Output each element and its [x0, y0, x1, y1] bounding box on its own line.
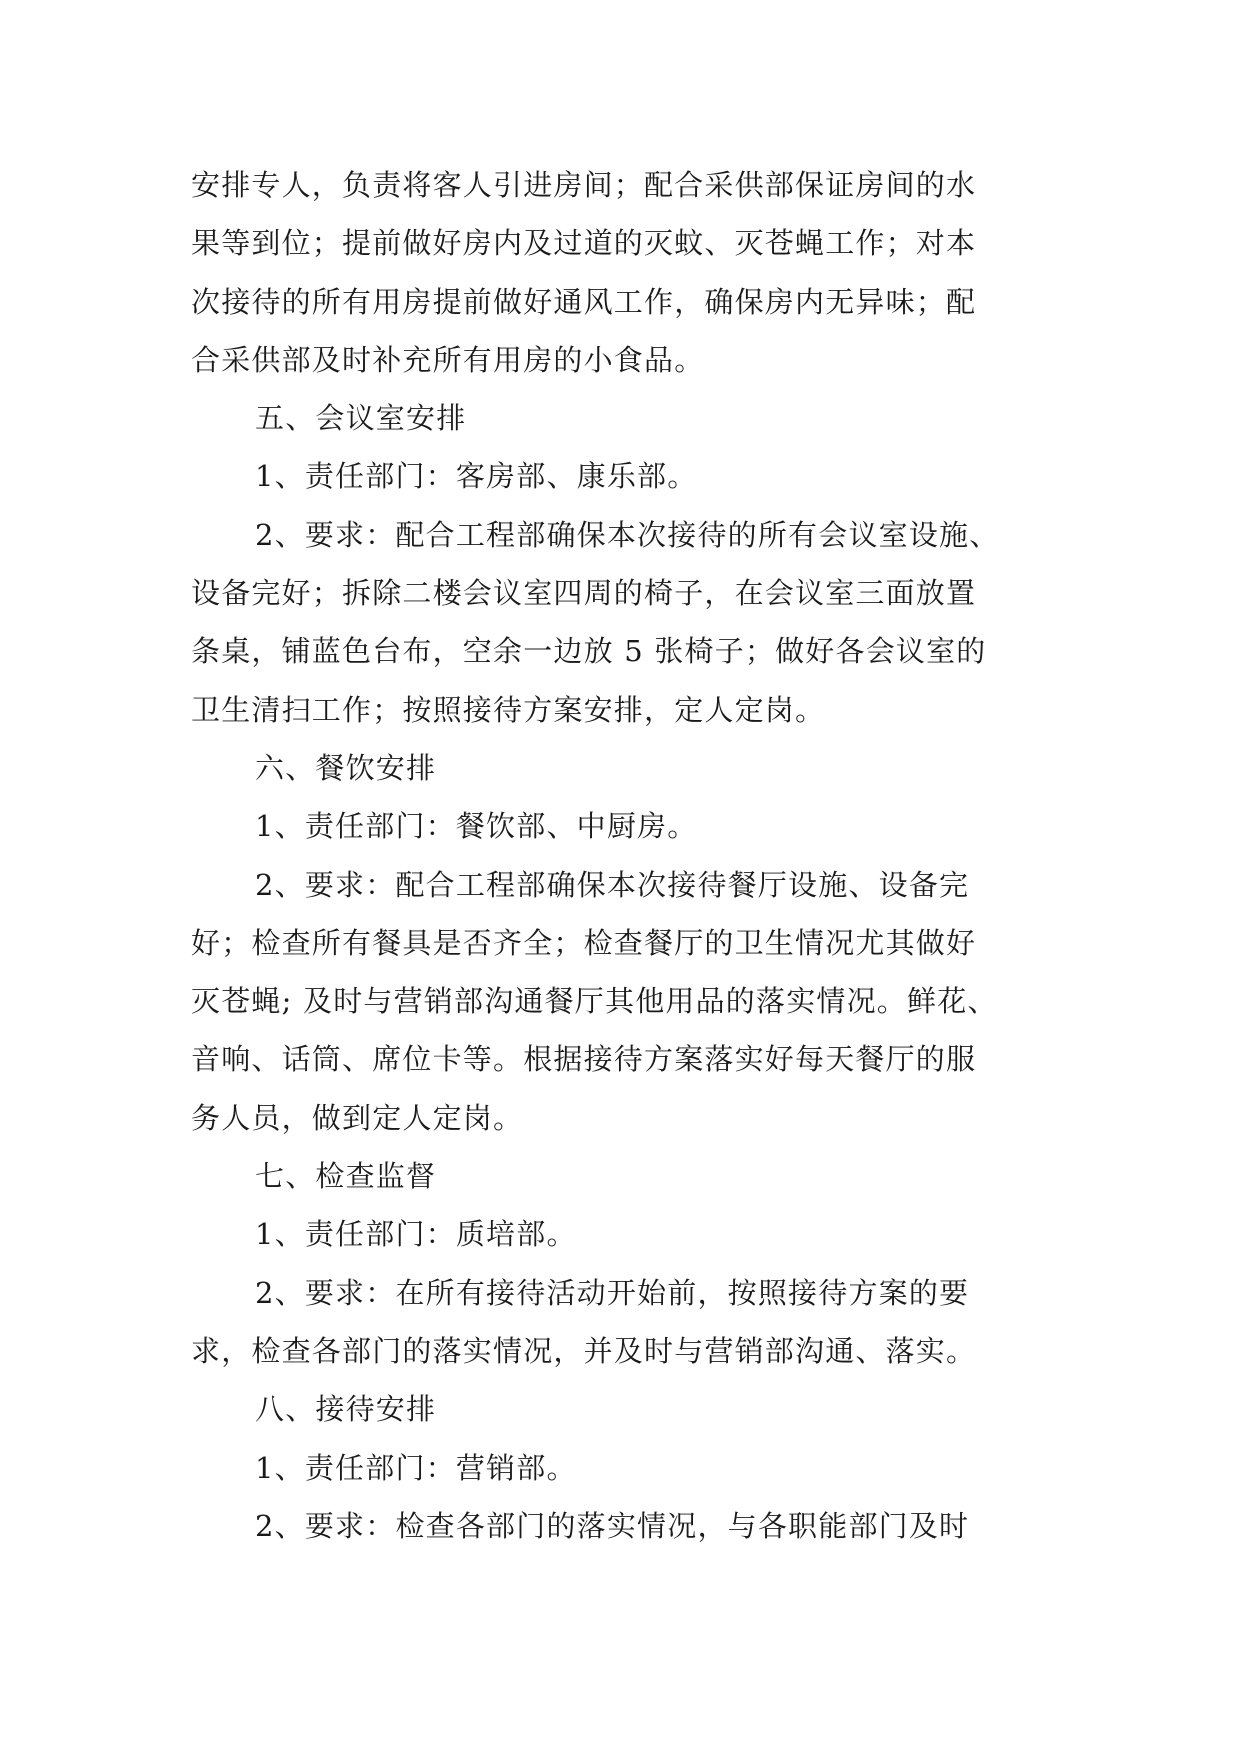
text-line: 次接待的所有用房提前做好通风工作，确保房内无异味；配	[191, 284, 977, 319]
text-line: 设备完好；拆除二楼会议室四周的椅子，在会议室三面放置	[191, 576, 977, 611]
text-line: 安排专人，负责将客人引进房间；配合采供部保证房间的水	[191, 168, 977, 202]
text-line: 八、接待安排	[255, 1392, 437, 1427]
text-line: 条桌，铺蓝色台布，空余一边放 5 张椅子；做好各会议室的	[191, 634, 987, 669]
text-line: 2、要求：配合工程部确保本次接待餐厅设施、设备完	[255, 867, 970, 902]
text-line: 1、责任部门：质培部。	[255, 1217, 577, 1252]
text-line: 务人员，做到定人定岗。	[191, 1100, 524, 1135]
text-line: 五、会议室安排	[255, 401, 467, 436]
text-line: 1、责任部门：客房部、康乐部。	[255, 459, 698, 494]
text-line: 灭苍蝇; 及时与营销部沟通餐厅其他用品的落实情况。鲜花、	[191, 984, 998, 1019]
text-line: 1、责任部门：餐饮部、中厨房。	[255, 809, 698, 844]
text-line: 卫生清扫工作；按照接待方案安排，定人定岗。	[191, 692, 826, 727]
document-body	[191, 156, 1061, 1555]
text-line: 2、要求：配合工程部确保本次接待的所有会议室设施、	[255, 517, 1000, 552]
text-line: 1、责任部门：营销部。	[255, 1450, 577, 1485]
text-line: 合采供部及时补充所有用房的小食品。	[191, 342, 705, 377]
text-line: 好；检查所有餐具是否齐全；检查餐厅的卫生情况尤其做好	[191, 925, 977, 960]
text-line: 果等到位；提前做好房内及过道的灭蚊、灭苍蝇工作；对本	[191, 226, 977, 261]
text-line: 求，检查各部门的落实情况，并及时与营销部沟通、落实。	[191, 1333, 977, 1368]
text-line: 2、要求：在所有接待活动开始前，按照接待方案的要	[255, 1275, 970, 1310]
text-line: 六、餐饮安排	[255, 750, 437, 785]
text-line: 七、检查监督	[255, 1159, 437, 1194]
text-line: 音响、话筒、席位卡等。根据接待方案落实好每天餐厅的服	[191, 1042, 977, 1077]
text-line: 2、要求：检查各部门的落实情况，与各职能部门及时	[255, 1508, 970, 1543]
